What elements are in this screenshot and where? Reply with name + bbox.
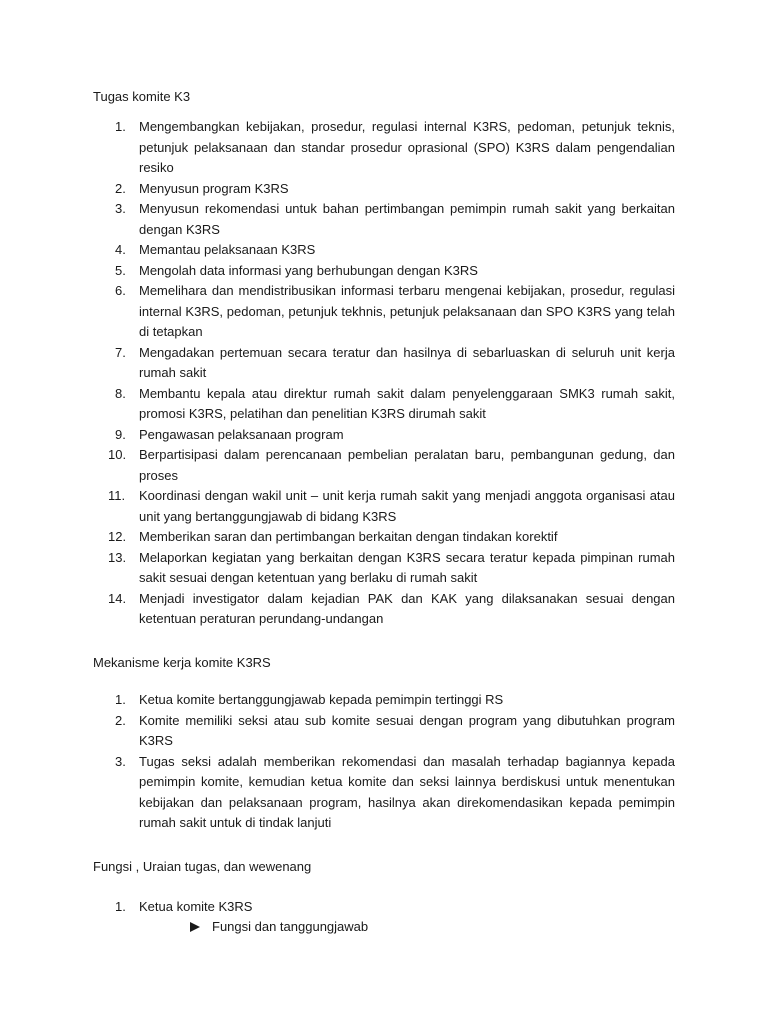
mekanisme-list (93, 690, 675, 834)
section-heading-mekanisme: Mekanisme kerja komite K3RS (93, 655, 271, 670)
list-item: 3. Menyusun rekomendasi untuk bahan pertimbangan pemimpin rumah sakit yang berkaitan dengan K3RS (115, 201, 675, 237)
list-item: 1. Mengembangkan kebijakan, prosedur, regulasi internal K3RS, pedoman, petunjuk teknis, petunjuk pelaksanaan dan standar prosedur oprasional (SPO) K3RS dalam pengendalian resiko (115, 119, 675, 175)
sub-list-item: Fungsi dan tanggungjawab (190, 917, 368, 938)
section-heading-fungsi: Fungsi , Uraian tugas, dan wewenang (93, 859, 312, 874)
list-item: 2. Komite memiliki seksi atau sub komite sesuai dengan program yang dibutuhkan program K3RS (115, 712, 675, 748)
fungsi-sub-list (190, 917, 368, 938)
list-item: 5. Mengolah data informasi yang berhubungan dengan K3RS (115, 262, 478, 278)
arrow-bullet-icon (190, 922, 200, 932)
tugas-list (93, 117, 675, 630)
list-item: 3. Tugas seksi adalah memberikan rekomendasi dan masalah terhadap bagiannya kepada pemimpin komite, kemudian ketua komite dan seksi lainnya berdiskusi untuk menentukan kebijakan dan pelaksanaan program, hasilnya akan direkomendasikan kepada pemimpin rumah sakit untuk di tindak lanjuti (115, 753, 675, 830)
list-item: 4. Memantau pelaksanaan K3RS (115, 242, 316, 257)
list-item: 11. Koordinasi dengan wakil unit – unit kerja rumah sakit yang menjadi anggota organisasi atau unit yang bertanggungjawab di bidang K3RS (108, 488, 675, 524)
section-heading-tugas: Tugas komite K3 (93, 89, 191, 104)
list-item: 7. Mengadakan pertemuan secara teratur dan hasilnya di sebarluaskan di seluruh unit kerja rumah sakit (115, 344, 675, 380)
list-item: 6. Memelihara dan mendistribusikan informasi terbaru mengenai kebijakan, prosedur, regulasi internal K3RS, pedoman, petunjuk tekhnis, petunjuk pelaksanaan dan SPO K3RS yang telah di tetapkan (115, 283, 675, 339)
list-item: 9. Pengawasan pelaksanaan program (115, 426, 344, 442)
list-item: 8. Membantu kepala atau direktur rumah sakit dalam penyelenggaraan SMK3 rumah sakit, promosi K3RS, pelatihan dan penelitian K3RS dirumah sakit (115, 385, 675, 421)
list-item: 1. Ketua komite K3RS (115, 899, 253, 914)
list-item: 1. Ketua komite bertanggungjawab kepada pemimpin tertinggi RS (115, 692, 504, 707)
list-item: 2. Menyusun program K3RS (115, 180, 289, 196)
fungsi-list (93, 897, 675, 918)
list-item: 12. Memberikan saran dan pertimbangan berkaitan dengan tindakan korektif (108, 529, 558, 544)
list-item: 13. Melaporkan kegiatan yang berkaitan dengan K3RS secara teratur kepada pimpinan rumah sakit sesuai dengan ketentuan yang berlaku di rumah sakit (108, 549, 675, 585)
list-item: 10. Berpartisipasi dalam perencanaan pembelian peralatan baru, pembangunan gedung, dan proses (108, 447, 675, 483)
list-item: 14. Menjadi investigator dalam kejadian PAK dan KAK yang dilaksanakan sesuai dengan ketentuan peraturan perundang-undangan (108, 590, 675, 626)
